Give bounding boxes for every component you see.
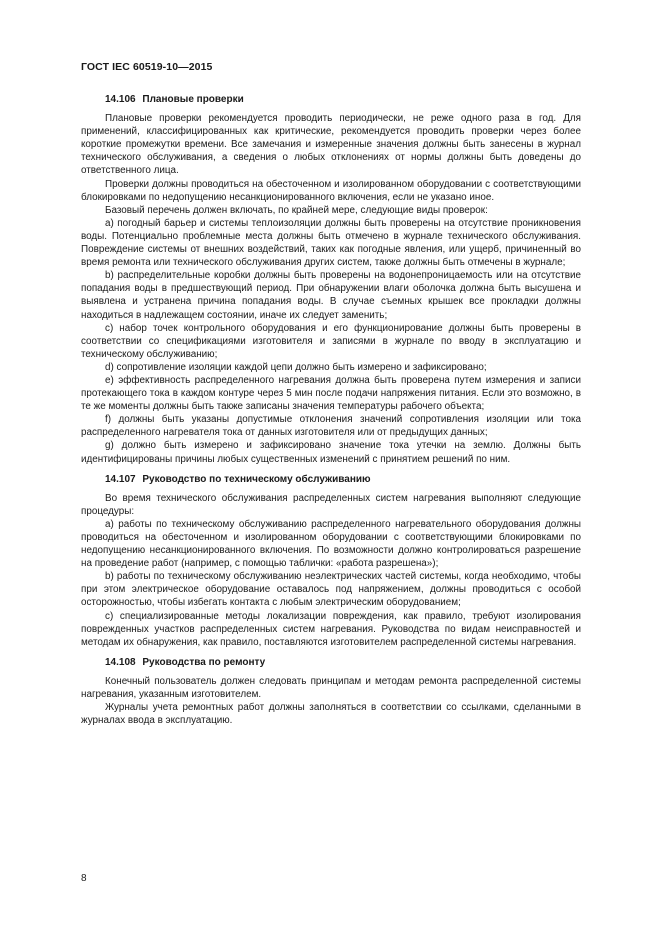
list-item-c: c) набор точек контрольного оборудования и его функционирование должны быть проверены в соответствии со спецификациями изготовителя и записями в журнале по вводу в эксплуатацию и техническому обслуживанию; xyxy=(81,322,581,360)
list-item-e: e) эффективность распределенного нагревания должна быть проверена путем измерения и записи протекающего тока в каждом контуре через 5 мин после подачи напряжения питания. Если это возможно, в те же моменты должны быть также записаны значения температуры рабочего объекта; xyxy=(81,374,581,413)
section-14-108 xyxy=(81,656,581,727)
list-item-g: g) должно быть измерено и зафиксировано значение тока утечки на землю. Должны быть идентифицированы причины любых существенных изменений с принятием решений по ним. xyxy=(81,440,581,465)
paragraph: Журналы учета ремонтных работ должны заполняться в соответствии со ссылками, сделанными в журналах ввода в эксплуатацию. xyxy=(81,702,581,727)
paragraph: Конечный пользователь должен следовать принципам и методам ремонта распределенной системы нагревания, указанным изготовителем. xyxy=(81,675,581,701)
section-number: 14.108 xyxy=(105,656,136,668)
section-heading xyxy=(81,656,581,669)
list-item-b: b) распределительные коробки должны быть проверены на водонепроницаемость или на отсутствие попадания воды в предшествующий период. При обнаружении влаги оболочка должна быть высушена и выявлена и устранена причина попадания воды. В случае съемных крышек все прокладки должны находиться в надлежащем состоянии, иначе их следует заменить; xyxy=(81,270,581,321)
section-heading xyxy=(81,93,581,106)
section-heading xyxy=(81,473,581,486)
section-14-106 xyxy=(81,93,581,466)
document-id-header: ГОСТ IEC 60519-10—2015 xyxy=(81,61,213,73)
section-number: 14.107 xyxy=(105,473,136,485)
list-item-f: f) должны быть указаны допустимые отклонения значений сопротивления изоляции или тока распределенного нагревателя тока от данных изготовителя или от предыдущих данных; xyxy=(81,414,581,439)
section-title: Руководство по техническому обслуживанию xyxy=(142,473,371,485)
section-number: 14.106 xyxy=(105,94,136,105)
page-number: 8 xyxy=(81,873,87,884)
list-item-b: b) работы по техническому обслуживанию неэлектрических частей системы, когда необходимо, чтобы при этом электрическое оборудование оставалось под напряжением, должны проводиться с особой осторожностью, чтобы избегать контакта с любым электрическим оборудованием; xyxy=(81,571,581,609)
section-title: Руководства по ремонту xyxy=(142,656,266,668)
paragraph: Базовый перечень должен включать, по крайней мере, следующие виды проверок: xyxy=(105,204,488,216)
list-item-a: а) погодный барьер и системы теплоизоляции должны быть проверены на отсутствие проникновения воды. Потенциально проблемные места должны быть отмечено в журнале технического обслуживания. Повреждение системы от внешних воздействий, таких как погодные явления, или ущерб, причиненный во время ремонта или технического обслуживания других систем, также должны быть отмечены в журнале; xyxy=(81,217,581,269)
list-item-d: d) сопротивление изоляции каждой цепи должно быть измерено и зафиксировано; xyxy=(105,361,487,373)
list-item-a: а) работы по техническому обслуживанию распределенного нагревательного оборудования должны проводиться на обесточенном и изолированном оборудовании с соответствующими блокировками по недопущению несанкционированного включения. По возможности должно контролироваться разрешение на проведение работ (например, с помощью таблички: «работа разрешена»); xyxy=(81,518,581,570)
paragraph: Плановые проверки рекомендуется проводить периодически, не реже одного раза в год. Для применений, классифицированных как критические, рекомендуется проводить проверки через более короткие промежутки времени. Все замечания и измеренные значения должны быть занесены в журнал технического обслуживания, а сведения о любых отклонениях от нормы должны быть доведены до ответственного лица. xyxy=(81,113,581,177)
paragraph: Проверки должны проводиться на обесточенном и изолированном оборудовании с соответствующими блокировками по недопущению несанкционированного включения, если не указано иное. xyxy=(81,178,581,203)
list-item-c: c) специализированные методы локализации повреждения, как правило, требуют изолирования поврежденных участков распределенных систем нагревания. Руководства по видам неисправностей и методам их обнаружения, как правило, поставляются изготовителем распределенной системы нагревания. xyxy=(81,610,581,648)
section-14-107 xyxy=(81,473,581,649)
paragraph: Во время технического обслуживания распределенных систем нагревания выполняют следующие процедуры: xyxy=(81,492,581,517)
document-body xyxy=(81,93,581,734)
section-title: Плановые проверки xyxy=(142,94,244,105)
